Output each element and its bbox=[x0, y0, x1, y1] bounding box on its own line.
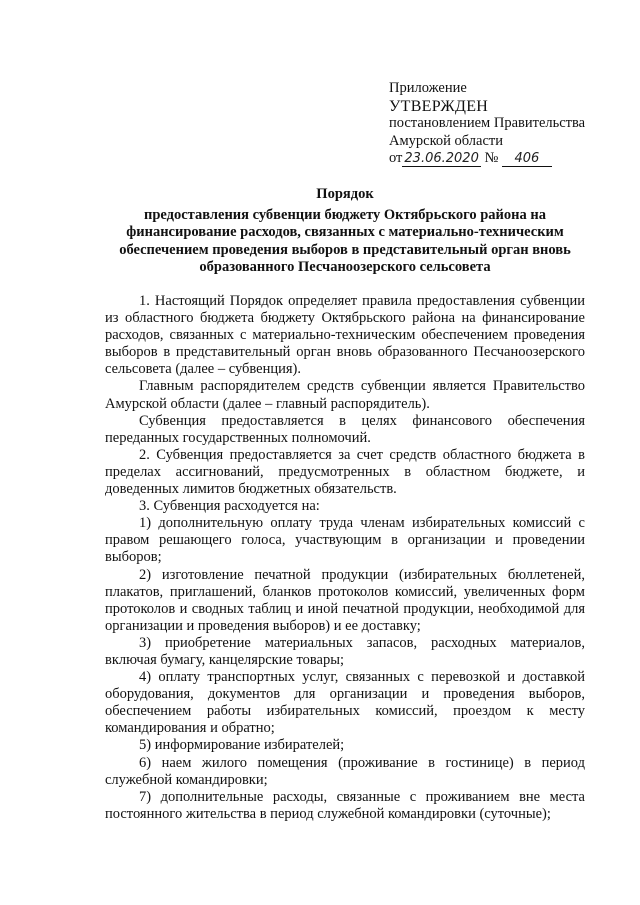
approved-label: УТВЕРЖДЕН bbox=[389, 97, 489, 115]
approved-by-line: постановлением Правительства bbox=[389, 115, 586, 131]
document-body bbox=[105, 293, 585, 823]
paragraph-11: 6) наем жилого помещения (проживание в гостинице) в период служебной командировки; bbox=[105, 754, 585, 788]
appendix-label: Приложение bbox=[389, 80, 467, 96]
paragraph-8: 3) приобретение материальных запасов, расходных материалов, включая бумагу, канцелярские товары; bbox=[105, 634, 585, 668]
document-subtitle: предоставления субвенции бюджету Октябрьского района на финансирование расходов, связанных с материально-техническим обеспечением проведения выборов в представительный орган вновь образованного Песчаноозерского сельсовета bbox=[119, 207, 571, 275]
approval-stamp-block bbox=[389, 80, 629, 168]
date-number-line bbox=[389, 150, 629, 168]
paragraph-3: Субвенция предоставляется в целях финансового обеспечения переданных государственных полномочий. bbox=[105, 412, 585, 446]
paragraph-10: 5) информирование избирателей; bbox=[139, 737, 345, 754]
date-prefix: от bbox=[389, 150, 403, 166]
handwritten-number: 406 bbox=[502, 151, 552, 167]
paragraph-7: 2) изготовление печатной продукции (избирательных бюллетеней, плакатов, приглашений, бланков протоколов комиссий, увеличенных форм протоколов и сводных таблиц и иной печатной продукции, необходимой для организации и проведения выборов) и ее доставку; bbox=[105, 566, 585, 634]
region-line: Амурской области bbox=[389, 132, 503, 149]
document-title-block bbox=[105, 186, 585, 276]
paragraph-1: 1. Настоящий Порядок определяет правила предоставления субвенции из областного бюджета бюджету Октябрьского района на финансирование расходов, связанных с материально-техническим обеспечением проведения выборов в представительный орган вновь образованного Песчаноозерского сельсовета (далее – субвенция). bbox=[105, 293, 585, 378]
number-prefix: № bbox=[484, 150, 499, 166]
paragraph-9: 4) оплату транспортных услуг, связанных с перевозкой и доставкой оборудования, документов для организации и проведения выборов, обеспечением работы избирательных комиссий, проездом к месту командирования и обратно; bbox=[105, 669, 585, 737]
paragraph-6: 1) дополнительную оплату труда членам избирательных комиссий с правом решающего голоса, участвующим в организации и проведении выборов; bbox=[105, 515, 585, 566]
paragraph-5: 3. Субвенция расходуется на: bbox=[139, 498, 320, 515]
handwritten-date: 23.06.2020 bbox=[404, 151, 479, 166]
paragraph-2: Главным распорядителем средств субвенции является Правительство Амурской области (далее – главный распорядитель). bbox=[105, 378, 585, 412]
paragraph-4: 2. Субвенция предоставляется за счет средств областного бюджета в пределах ассигнований, предусмотренных в областном бюджете, и доведенных лимитов бюджетных обязательств. bbox=[105, 446, 585, 498]
document-heading: Порядок bbox=[316, 186, 374, 202]
paragraph-12: 7) дополнительные расходы, связанные с проживанием вне места постоянного жительства в период служебной командировки (суточные); bbox=[105, 788, 585, 822]
